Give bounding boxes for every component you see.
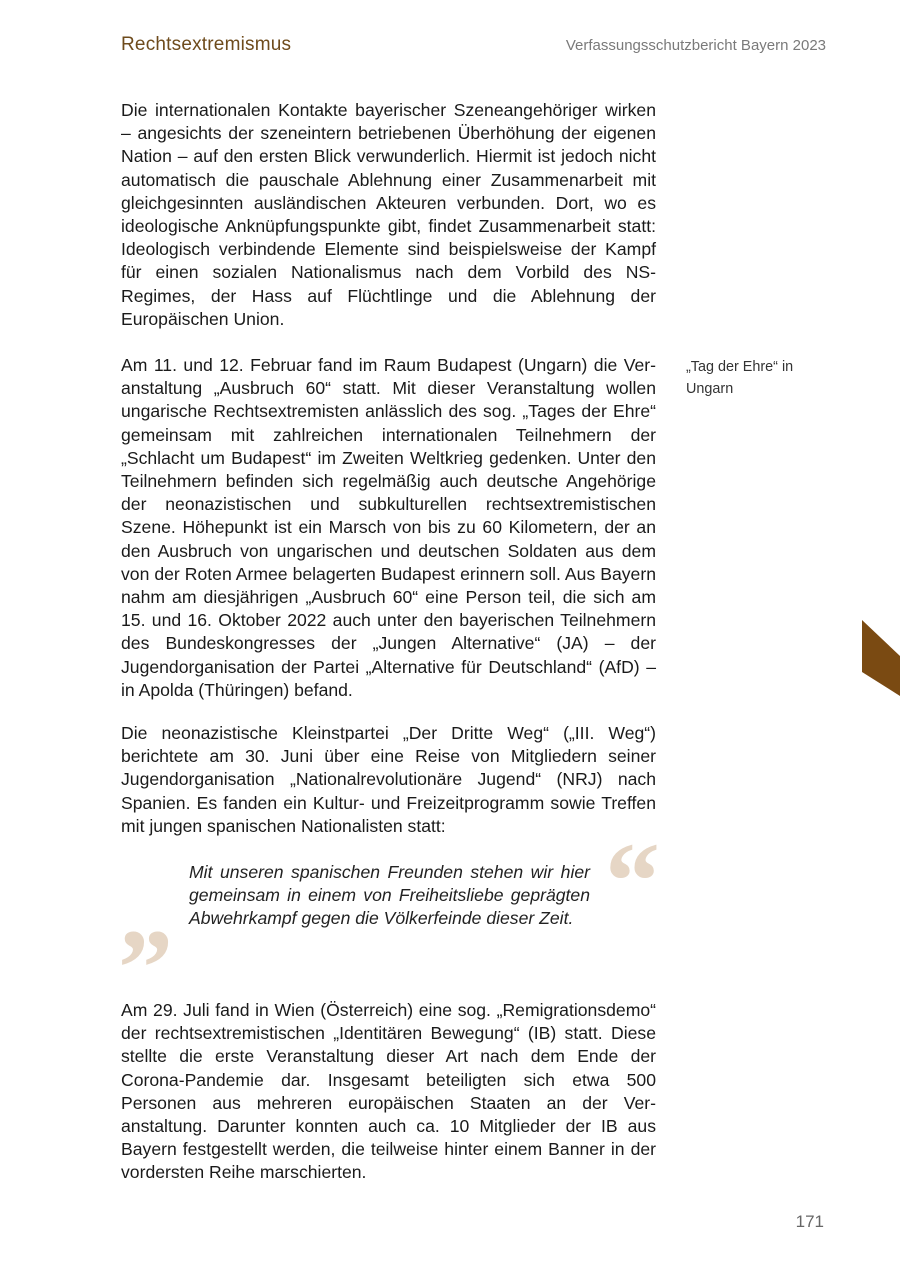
open-quote-mark-icon: “: [605, 820, 660, 942]
paragraph-dritte-weg: Die neonazistische Kleinstpartei „Der Dritte Weg“ („III. Weg“) berichtete am 30. Juni über eine Reise von Mitgliedern seiner Jugendorganisation „Nationalrevolutionäre Jugend“ (NRJ) nach Spanien. Es fanden ein Kultur- und Freizeitprogramm sowie Treffen mit jungen spanischen Nationalisten statt:: [121, 723, 656, 836]
close-quote-mark-icon: ”: [118, 907, 173, 1029]
section-title: Rechtsextremismus: [121, 34, 292, 55]
paragraph-remigration-demo: Am 29. Juli fand in Wien (Österreich) eine sog. „Remigrationsdemo“ der rechtsextremistischen „Identitären Bewegung“ (IB) statt. Diese stellte die erste Veranstaltung dieser Art nach dem Ende der Corona-Pandemie dar. Insgesamt beteiligten sich etwa 500 Personen aus mehreren europäischen Staaten an der Veranstaltung. Darunter konnten auch ca. 10 Mitglieder der IB aus Bayern festgestellt werden, die teilweise hinter einem Banner in der vordersten Reihe marschierten.: [121, 1000, 656, 1183]
paragraph-ausbruch-60: Am 11. und 12. Februar fand im Raum Budapest (Ungarn) die Veranstaltung „Ausbruch 60“ statt. Mit dieser Veranstaltung wollen ungarische Rechtsextremisten anlässlich des sog. „Tages der Ehre“ gemeinsam mit zahlreichen internationalen Teilnehmern der „Schlacht um Budapest“ im Zweiten Weltkrieg gedenken. Unter den Teilnehmern befinden sich regelmäßig auch deutsche Angehörige der neonazistischen und subkulturellen rechtsextremistischen Szene. Höhepunkt ist ein Marsch von bis zu 60 Kilometern, der an den Ausbruch von ungarischen und deutschen Soldaten aus dem von der Roten Armee belagerten Budapest erinnern soll. Aus Bayern nahm am diesjährigen „Ausbruch 60“ eine Person teil, die sich am 15. und 16. Oktober 2022 auch unter den bayerischen Teilnehmern des Bundeskongresses der „Jungen Alternative“ (JA) – der Jugendorganisation der Partei „Alternative für Deutschland“ (AfD) – in Apolda (Thüringen) befand.: [121, 355, 656, 700]
paragraph-international-contacts: Die internationalen Kontakte bayerischer Szeneangehöriger wirken – angesichts der szeneintern betriebenen Überhöhung der eigenen Nation – auf den ersten Blick verwunderlich. Hiermit ist jedoch nicht automatisch die pauschale Ablehnung einer Zusammenarbeit mit gleichgesinnten ausländischen Akteuren verbunden. Dort, wo es ideologische Anknüpfungspunkte gibt, findet Zusammenarbeit statt: Ideologisch verbindende Elemente sind beispielsweise der Kampf für einen sozialen Nationalismus nach dem Vorbild des NS-Regimes, der Hass auf Flüchtlinge und die Ablehnung der Europäischen Union.: [121, 100, 656, 329]
chapter-tab-marker: [862, 620, 900, 696]
page-number: 171: [795, 1212, 824, 1231]
publication-title: Verfassungsschutzbericht Bayern 2023: [565, 37, 826, 54]
chapter-tab-shape: [862, 620, 900, 696]
block-quote: Mit unseren spanischen Freunden stehen wir hier gemeinsam in einem von Freiheitsliebe geprägten Abwehrkampf gegen die Völkerfeinde dieser Zeit.: [189, 862, 590, 929]
margin-note: „Tag der Ehre“ in Ungarn: [686, 359, 794, 397]
